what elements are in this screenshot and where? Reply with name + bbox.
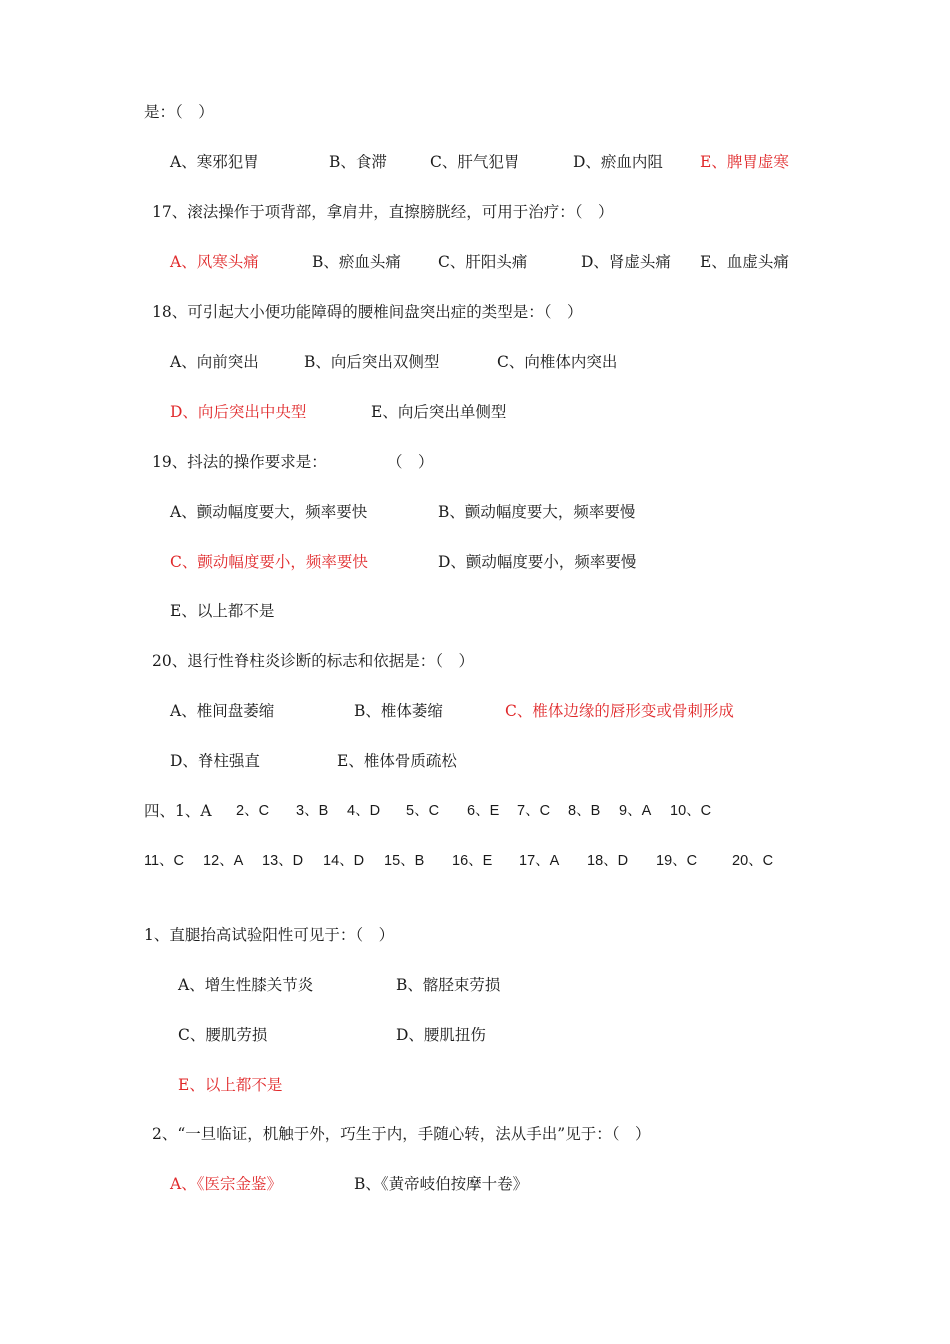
q16-option-a: A、寒邪犯胃 (170, 153, 259, 171)
answer-key-item: 16、E (452, 853, 493, 869)
answer-key-item: 10、C (670, 803, 712, 819)
answer-key-item: 11、C (144, 853, 185, 869)
q17-option-b: B、瘀血头痛 (312, 253, 401, 271)
answer-key-item: 12、A (203, 853, 244, 869)
q17-option-c: C、肝阳头痛 (438, 253, 528, 271)
q19-option-e: E、以上都不是 (170, 602, 275, 620)
q18-option-e: E、向后突出单侧型 (371, 403, 507, 421)
q19-option-a: A、颤动幅度要大，频率要快 (170, 503, 368, 521)
answer-key-item: 7、C (517, 803, 551, 819)
n2-stem: 2、“一旦临证，机触于外，巧生于内，手随心转，法从手出”见于：（ ） (152, 1125, 651, 1143)
q18-option-b: B、向后突出双侧型 (304, 353, 440, 371)
answer-key-item: 19、C (656, 853, 698, 869)
q20-stem: 20、退行性脊柱炎诊断的标志和依据是：（ ） (152, 652, 474, 670)
answer-key-item: 2、C (236, 803, 270, 819)
q18-option-a: A、向前突出 (170, 353, 259, 371)
q16-option-d: D、瘀血内阻 (573, 153, 663, 171)
q17-option-d: D、肾虚头痛 (581, 253, 671, 271)
n1-option-a: A、增生性膝关节炎 (178, 976, 314, 994)
n1-option-d: D、腰肌扭伤 (396, 1026, 486, 1044)
answer-key-item: 13、D (262, 853, 304, 869)
answer-key-item: 17、A (519, 853, 560, 869)
n1-stem: 1、直腿抬高试验阳性可见于：（ ） (144, 926, 395, 944)
q20-option-b: B、椎体萎缩 (354, 702, 443, 720)
q20-option-e: E、椎体骨质疏松 (337, 752, 457, 770)
q17-option-e: E、血虚头痛 (700, 253, 789, 271)
q20-option-a: A、椎间盘萎缩 (170, 702, 275, 720)
answer-key-item: 3、B (296, 803, 329, 819)
answer-key-item: 20、C (732, 853, 774, 869)
n1-option-c: C、腰肌劳损 (178, 1026, 268, 1044)
q19-blank: （ ） (387, 453, 434, 471)
answer-key-item: 8、B (568, 803, 601, 819)
q17-stem: 17、滚法操作于项背部，拿肩井，直擦膀胱经，可用于治疗：（ ） (152, 203, 614, 221)
q18-option-d-correct: D、向后突出中央型 (170, 403, 307, 421)
answer-key-item: 15、B (384, 853, 425, 869)
q20-option-c-correct: C、椎体边缘的唇形变或骨刺形成 (505, 702, 734, 720)
answer-key-item: 4、D (347, 803, 381, 819)
q16-stem-tail: 是：（ ） (144, 103, 214, 121)
q19-option-c-correct: C、颤动幅度要小，频率要快 (170, 553, 368, 571)
n2-option-a-correct: A、《医宗金鉴》 (170, 1175, 282, 1193)
n1-option-e-correct: E、以上都不是 (178, 1076, 283, 1094)
answer-key-item: 5、C (406, 803, 440, 819)
n1-option-b: B、髂胫束劳损 (396, 976, 501, 994)
answer-key-item: 9、A (619, 803, 652, 819)
n2-option-b: B、《黄帝岐伯按摩十卷》 (354, 1175, 529, 1193)
answer-key-item: 四、1、A (144, 802, 212, 820)
q16-option-c: C、肝气犯胃 (430, 153, 520, 171)
q18-stem: 18、可引起大小便功能障碍的腰椎间盘突出症的类型是：（ ） (152, 303, 583, 321)
q19-option-d: D、颤动幅度要小，频率要慢 (438, 553, 637, 571)
q19-stem: 19、抖法的操作要求是： (152, 453, 327, 471)
answer-key-item: 18、D (587, 853, 629, 869)
answer-key-item: 6、E (467, 803, 500, 819)
q16-option-b: B、食滞 (329, 153, 387, 171)
q19-option-b: B、颤动幅度要大，频率要慢 (438, 503, 636, 521)
q16-option-e-correct: E、脾胃虚寒 (700, 153, 789, 171)
q18-option-c: C、向椎体内突出 (497, 353, 618, 371)
answer-key-item: 14、D (323, 853, 365, 869)
q17-option-a-correct: A、风寒头痛 (170, 253, 259, 271)
q20-option-d: D、脊柱强直 (170, 752, 260, 770)
